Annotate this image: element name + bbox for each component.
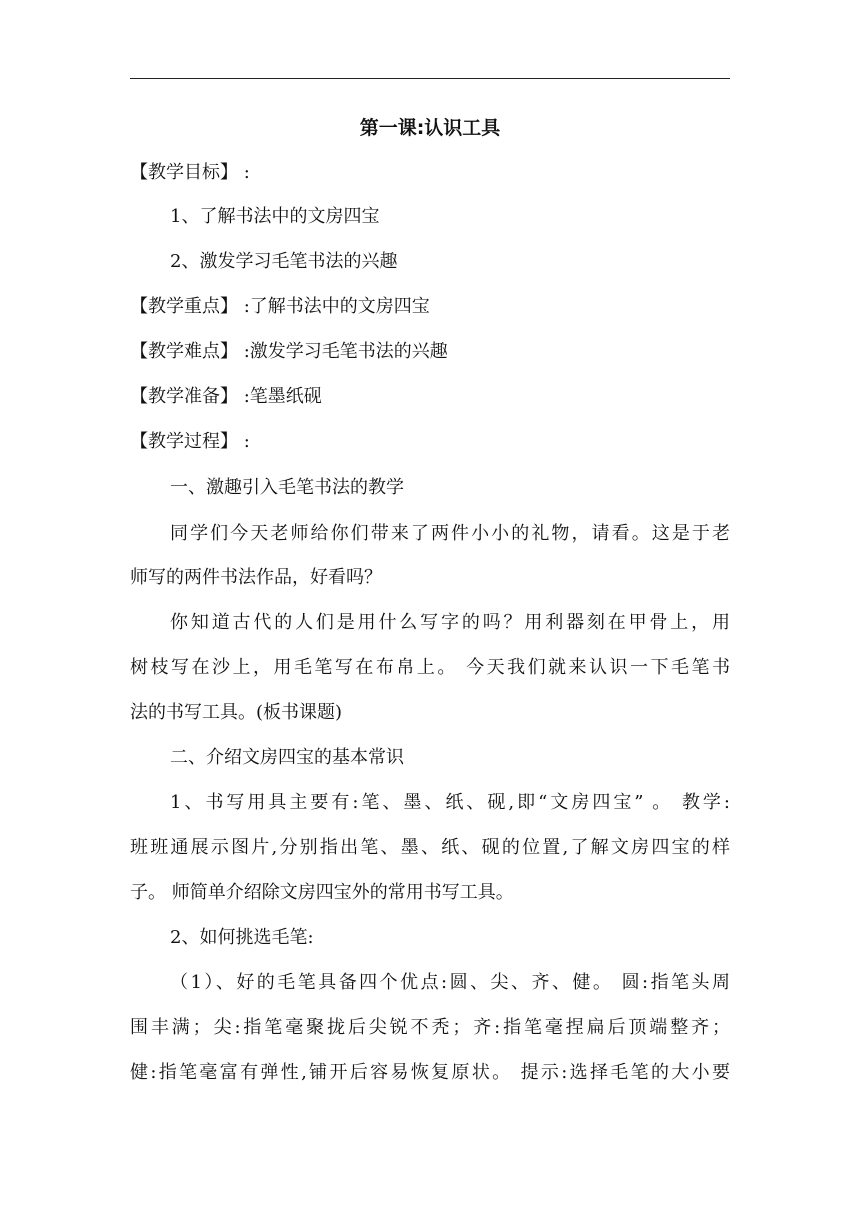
subsection-heading: 2、如何挑选毛笔: <box>170 927 314 948</box>
key-points-line: 【教学重点】 :了解书法中的文房四宝 <box>130 296 430 317</box>
lesson-title: 第一课:认识工具 <box>359 117 501 139</box>
paragraph-line: 你知道古代的人们是用什么写字的吗？用利器刻在甲骨上，用 <box>170 612 730 633</box>
goal-item-2: 2、激发学习毛笔书法的兴趣 <box>170 251 398 272</box>
paragraph-line: 师写的两件书法作品，好看吗？ <box>130 567 382 588</box>
preparation-line: 【教学准备】 :笔墨纸砚 <box>130 386 322 407</box>
difficulty-line: 【教学难点】 :激发学习毛笔书法的兴趣 <box>130 341 448 362</box>
section-2-heading: 二、介绍文房四宝的基本常识 <box>170 747 404 768</box>
header-rule <box>130 78 730 79</box>
paragraph-line: 班班通展示图片,分别指出笔、墨、纸、砚的位置,了解文房四宝的样 <box>130 837 730 858</box>
paragraph-line: 1、书写用具主要有:笔、墨、纸、砚,即“文房四宝” 。 教学: <box>170 792 730 813</box>
paragraph-line: 健:指笔毫富有弹性,铺开后容易恢复原状。 提示:选择毛笔的大小要 <box>130 1062 730 1083</box>
paragraph-line: 树枝写在沙上，用毛笔写在布帛上。 今天我们就来认识一下毛笔书 <box>130 657 730 678</box>
paragraph-line: （1）、好的毛笔具备四个优点:圆、尖、齐、健。 圆:指笔头周 <box>170 972 730 993</box>
paragraph-line: 围丰满；尖:指笔毫聚拢后尖锐不秃；齐:指笔毫捏扁后顶端整齐； <box>130 1017 730 1038</box>
paragraph-line: 子。 师简单介绍除文房四宝外的常用书写工具。 <box>130 882 514 903</box>
paragraph-line: 法的书写工具。(板书课题) <box>130 702 343 723</box>
section-1-heading: 一、激趣引入毛笔书法的教学 <box>170 477 404 498</box>
process-heading: 【教学过程】 : <box>130 431 250 452</box>
goal-item-1: 1、了解书法中的文房四宝 <box>170 206 380 227</box>
teaching-goals-heading: 【教学目标】 : <box>130 162 250 183</box>
paragraph-line: 同学们今天老师给你们带来了两件小小的礼物，请看。这是于老 <box>170 523 730 544</box>
